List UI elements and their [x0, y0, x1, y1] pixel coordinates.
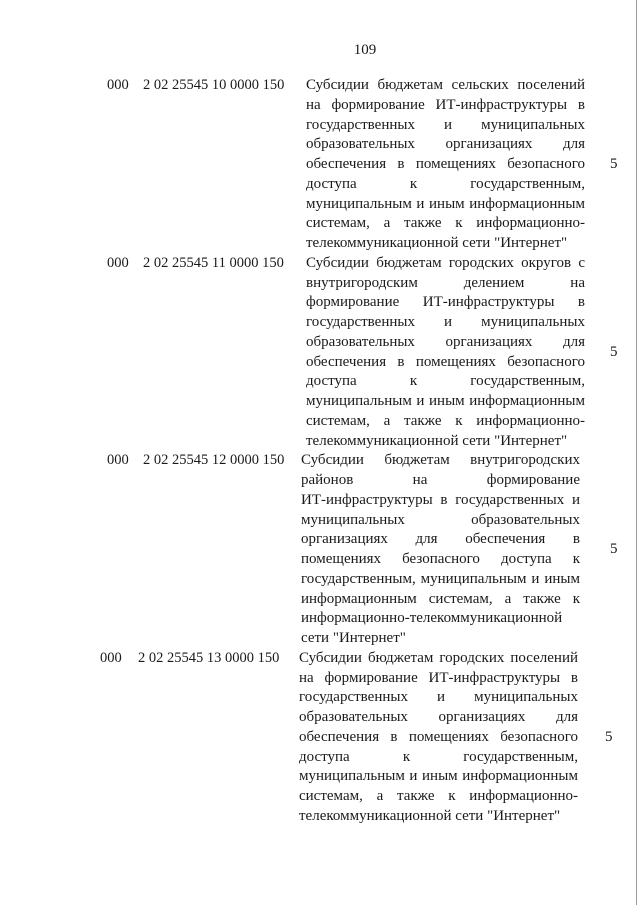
description-line: образовательных организациях для — [306, 136, 585, 153]
description-line: информационно-телекоммуникационной — [301, 610, 563, 627]
description-line: муниципальным и иным информационным — [299, 768, 578, 785]
description-line: районов на формирование — [301, 472, 580, 488]
description-line: государственных и муниципальных — [306, 314, 585, 330]
description-line: информационным системам, а также к — [301, 590, 580, 607]
description-line: ИТ-инфраструктуры в государственных и — [301, 491, 580, 508]
description-line: доступа к государственным, — [306, 175, 585, 192]
description-line: Субсидии бюджетам внутригородских — [301, 452, 580, 469]
description-line: государственных и муниципальных — [306, 116, 585, 133]
row-description — [301, 451, 580, 649]
description-line: телекоммуникационной сети "Интернет" — [299, 807, 561, 824]
description-line: организациях для обеспечения в — [301, 531, 580, 548]
description-line: сети "Интернет" — [301, 630, 406, 646]
row-value: 5 — [610, 343, 618, 360]
admin-code: 000 — [107, 452, 129, 469]
admin-code: 000 — [107, 254, 129, 271]
description-line: телекоммуникационной сети "Интернет" — [306, 235, 568, 251]
description-line: Субсидии бюджетам городских поселений — [299, 649, 578, 666]
description-line: обеспечения в помещениях безопасного — [306, 156, 585, 172]
table-row — [0, 254, 640, 452]
row-description — [306, 76, 585, 254]
budget-classification-code: 2 02 25545 10 0000 150 — [143, 77, 285, 93]
admin-code: 000 — [107, 77, 129, 93]
description-line: системам, а также к информационно- — [306, 215, 585, 232]
row-value: 5 — [610, 156, 618, 172]
row-description — [306, 254, 585, 452]
row-value: 5 — [610, 541, 618, 558]
table-row — [0, 649, 640, 827]
description-line: образовательных организациях для — [299, 709, 578, 725]
budget-classification-code: 2 02 25545 13 0000 150 — [138, 649, 280, 666]
row-description — [299, 649, 578, 827]
table-row — [0, 451, 640, 649]
row-value: 5 — [605, 728, 613, 745]
table-row — [0, 76, 640, 254]
description-line: государственных и муниципальных — [299, 689, 578, 706]
description-line: системам, а также к информационно- — [299, 788, 578, 804]
page-number: 109 — [353, 42, 377, 58]
description-line: телекоммуникационной сети "Интернет" — [306, 432, 568, 449]
description-line: формирование ИТ-инфраструктуры в — [306, 294, 585, 311]
description-line: на формирование ИТ-инфраструктуры в — [299, 669, 578, 686]
description-line: помещениях безопасного доступа к — [301, 551, 580, 567]
description-line: системам, а также к информационно- — [306, 412, 585, 429]
description-line: образовательных организациях для — [306, 333, 585, 350]
budget-classification-code: 2 02 25545 11 0000 150 — [143, 254, 284, 271]
description-line: Субсидии бюджетам сельских поселений — [306, 77, 585, 93]
description-line: доступа к государственным, — [306, 373, 585, 390]
budget-classification-code: 2 02 25545 12 0000 150 — [143, 452, 285, 469]
description-line: муниципальным и иным информационным — [306, 393, 585, 409]
budget-codes-table — [0, 76, 640, 827]
admin-code: 000 — [100, 649, 122, 666]
description-line: Субсидии бюджетам городских округов с — [306, 254, 585, 271]
description-line: на формирование ИТ-инфраструктуры в — [306, 96, 585, 113]
description-line: обеспечения в помещениях безопасного — [299, 728, 578, 745]
description-line: муниципальных образовательных — [301, 511, 580, 528]
description-line: внутригородским делением на — [306, 274, 585, 291]
description-line: обеспечения в помещениях безопасного — [306, 353, 585, 370]
description-line: муниципальным и иным информационным — [306, 195, 585, 212]
description-line: государственным, муниципальным и иным — [301, 570, 580, 587]
description-line: доступа к государственным, — [299, 748, 578, 765]
